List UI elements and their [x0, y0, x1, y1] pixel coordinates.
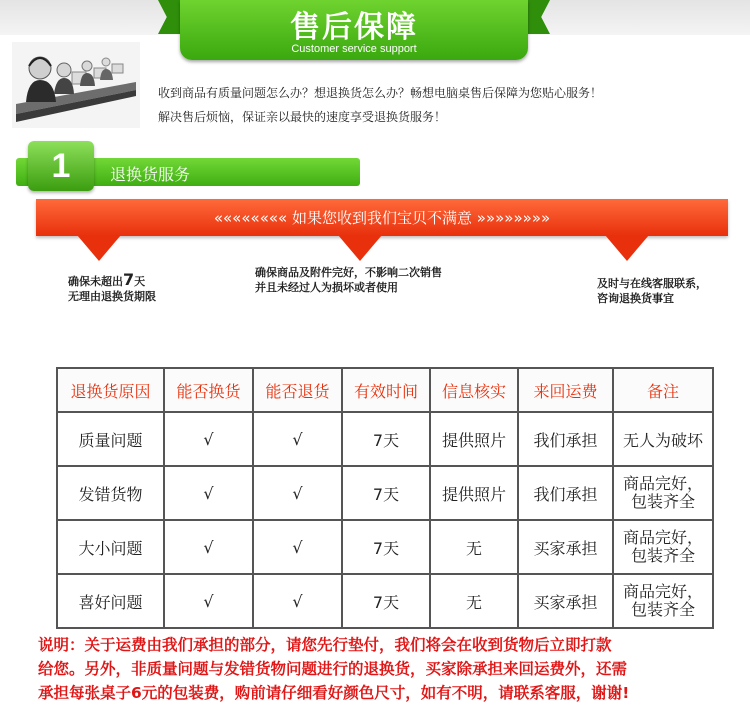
cell-remark — [613, 466, 713, 520]
condition-1-prefix: 确保未超出 — [68, 275, 123, 288]
cell-exchange: √ — [164, 520, 253, 574]
cell-shipping: 我们承担 — [518, 466, 613, 520]
table-header-row — [57, 368, 713, 412]
cell-exchange: √ — [164, 574, 253, 628]
cell-valid-time: 7天 — [342, 520, 430, 574]
section-number: 1 — [51, 147, 71, 185]
condition-1-line2: 无理由退换货期限 — [68, 290, 156, 303]
cell-reason: 质量问题 — [57, 412, 164, 466]
remark-line-1: 商品完好， — [622, 528, 703, 547]
banner-arrow-right-icon — [605, 235, 649, 261]
header-exchange: 能否换货 — [164, 368, 253, 412]
table-row — [57, 466, 713, 520]
header-remark: 备注 — [613, 368, 713, 412]
cell-verification: 提供照片 — [430, 412, 518, 466]
cell-reason: 大小问题 — [57, 520, 164, 574]
condition-1 — [68, 272, 156, 304]
condition-3-line2: 咨询退换货事宜 — [597, 292, 674, 305]
cell-return: √ — [253, 520, 342, 574]
table-row — [57, 574, 713, 628]
condition-2-line1: 确保商品及附件完好，不影响二次销售 — [255, 266, 442, 279]
cell-return: √ — [253, 412, 342, 466]
cell-shipping: 我们承担 — [518, 412, 613, 466]
banner-text: «««««««« 如果您收到我们宝贝不满意 »»»»»»»» — [213, 209, 551, 227]
note-line-3: 承担每张桌子6元的包装费，购前请仔细看好颜色尺寸，如有不明，请联系客服，谢谢! — [38, 684, 630, 702]
condition-3-line1: 及时与在线客服联系， — [597, 277, 707, 290]
note — [38, 633, 738, 705]
remark-line-1: 商品完好， — [622, 474, 703, 493]
note-line-2: 给您。另外，非质量问题与发错货物问题进行的退换货，买家除承担来回运费外，还需 — [38, 660, 628, 678]
remark-line-2: 包装齐全 — [630, 600, 695, 619]
cell-shipping: 买家承担 — [518, 574, 613, 628]
cell-valid-time: 7天 — [342, 574, 430, 628]
header-reason: 退换货原因 — [57, 368, 164, 412]
cell-remark — [613, 574, 713, 628]
section-title: 退换货服务 — [110, 165, 191, 184]
cell-valid-time: 7天 — [342, 412, 430, 466]
cell-verification: 提供照片 — [430, 466, 518, 520]
banner-arrow-left-icon — [77, 235, 121, 261]
table-row — [57, 520, 713, 574]
cell-remark — [613, 520, 713, 574]
policy-table — [56, 367, 714, 629]
page-title: 售后保障 — [290, 10, 418, 45]
header-valid-time: 有效时间 — [342, 368, 430, 412]
condition-1-unit: 天 — [134, 275, 146, 288]
remark-line-2: 包装齐全 — [630, 492, 695, 511]
header-shipping: 来回运费 — [518, 368, 613, 412]
cell-exchange: √ — [164, 412, 253, 466]
cell-verification: 无 — [430, 520, 518, 574]
cell-reason: 发错货物 — [57, 466, 164, 520]
table-row — [57, 412, 713, 466]
cell-valid-time: 7天 — [342, 466, 430, 520]
cell-shipping: 买家承担 — [518, 520, 613, 574]
note-line-1: 说明：关于运费由我们承担的部分，请您先行垫付，我们将会在收到货物后立即打款 — [38, 636, 612, 654]
cell-remark: 无人为破坏 — [613, 412, 713, 466]
cell-exchange: √ — [164, 466, 253, 520]
intro-line-2: 解决售后烦恼，保证亲以最快的速度享受退换货服务！ — [158, 110, 447, 124]
banner-arrow-middle-icon — [338, 235, 382, 261]
header-verification: 信息核实 — [430, 368, 518, 412]
condition-2-line2: 并且未经过人为损坏或者使用 — [255, 281, 398, 294]
condition-3 — [597, 276, 707, 306]
condition-2 — [255, 265, 442, 295]
cell-verification: 无 — [430, 574, 518, 628]
remark-line-1: 商品完好， — [622, 582, 703, 601]
cell-return: √ — [253, 574, 342, 628]
cell-reason: 喜好问题 — [57, 574, 164, 628]
cell-return: √ — [253, 466, 342, 520]
condition-1-days: 7 — [123, 270, 135, 289]
customer-service-agents-icon — [12, 42, 140, 128]
header-return: 能否退货 — [253, 368, 342, 412]
remark-line-2: 包装齐全 — [630, 546, 695, 565]
page-subtitle: Customer service support — [291, 43, 417, 55]
title-ribbon — [158, 0, 550, 62]
intro-line-1: 收到商品有质量问题怎么办？想退换货怎么办？畅想电脑桌售后保障为您贴心服务！ — [158, 86, 603, 100]
